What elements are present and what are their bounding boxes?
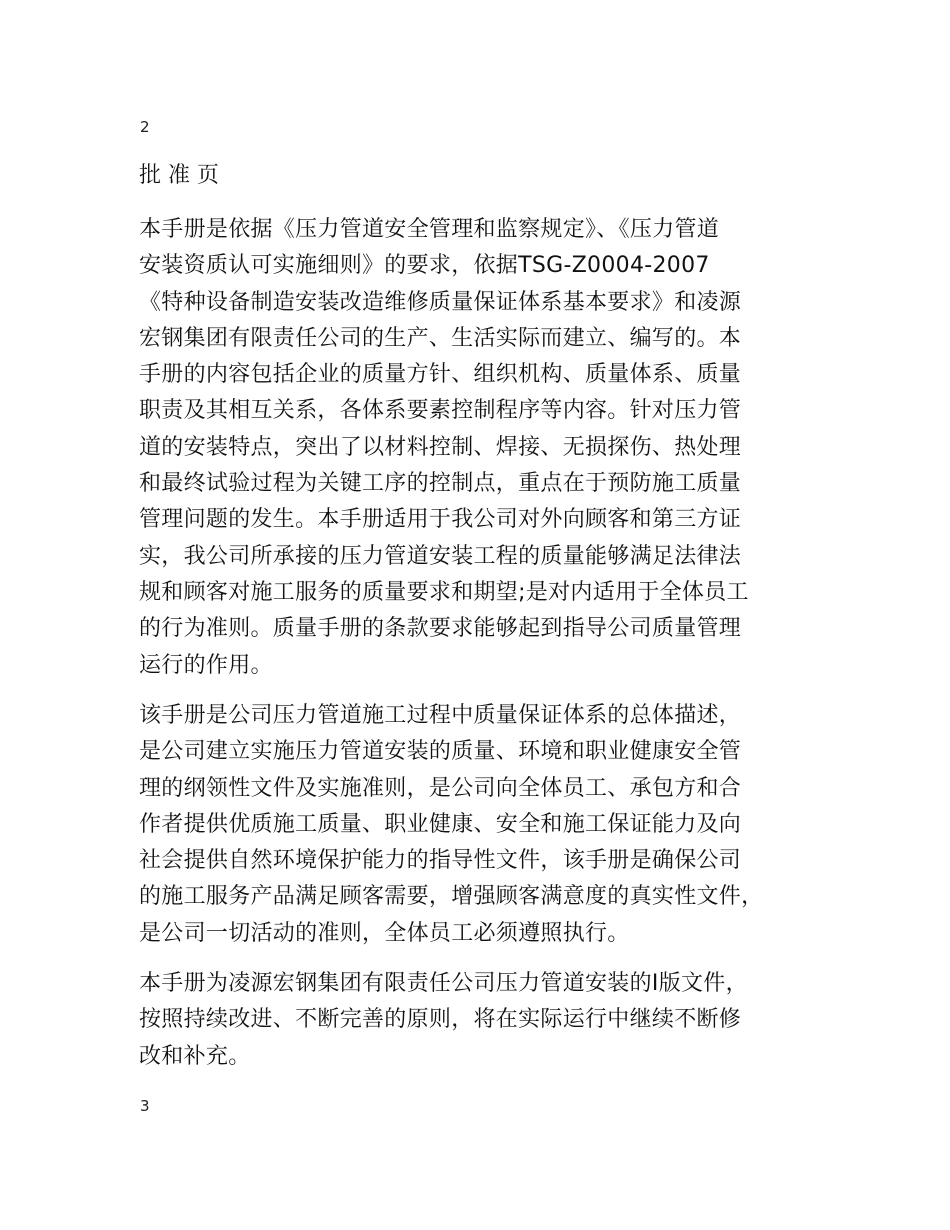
paragraph-3: 本手册为凌源宏钢集团有限责任公司压力管道安装的Ⅰ版文件， 按照持续改进、不断完善的原则，将在实际运行中继续不断修 改和补充。 [139,971,748,1069]
page-number-bottom: 3 [140,1097,150,1115]
page-number-top: 2 [140,118,150,136]
paragraph-1: 本手册是依据《压力管道安全管理和监察规定》、《压力管道 安装资质认可实施细则》的要求，依据TSG-Z0004-2007 《特种设备制造安装改造维修质量保证体系基本要求》和凌源 宏钢集团有限责任公司的生产、生活实际而建立、编写的。本 手册的内容包括企业的质量方针、组织机构、质量体系、质量 职责及其相互关系，各体系要素控制程序等内容。针对压力管 道的安装特点，突出了以材料控制、焊接、无损探伤、热处理 和最终试验过程为关键工序的控制点，重点在于预防施工质量 管理问题的发生。本手册适用于我公司对外向顾客和第三方证 实，我公司所承接的压力管道安装工程的质量能够满足法律法 规和顾客对施工服务的质量要求和期望;是对内适用于全体员工 的行为准则。质量手册的条款要求能够起到指导公司质量管理 运行的作用。 [139,217,749,678]
paragraph-2: 该手册是公司压力管道施工过程中质量保证体系的总体描述， 是公司建立实施压力管道安装的质量、环境和职业健康安全管 理的纲领性文件及实施准则，是公司向全体员工、承包方和合 作者提供优质施工质量、职业健康、安全和施工保证能力及向 社会提供自然环境保护能力的指导性文件，该手册是确保公司 的施工服务产品满足顾客需要，增强顾客满意度的真实性文件， 是公司一切活动的准则，全体员工必须遵照执行。 [139,703,764,946]
page-heading: 批准页 [139,163,227,188]
